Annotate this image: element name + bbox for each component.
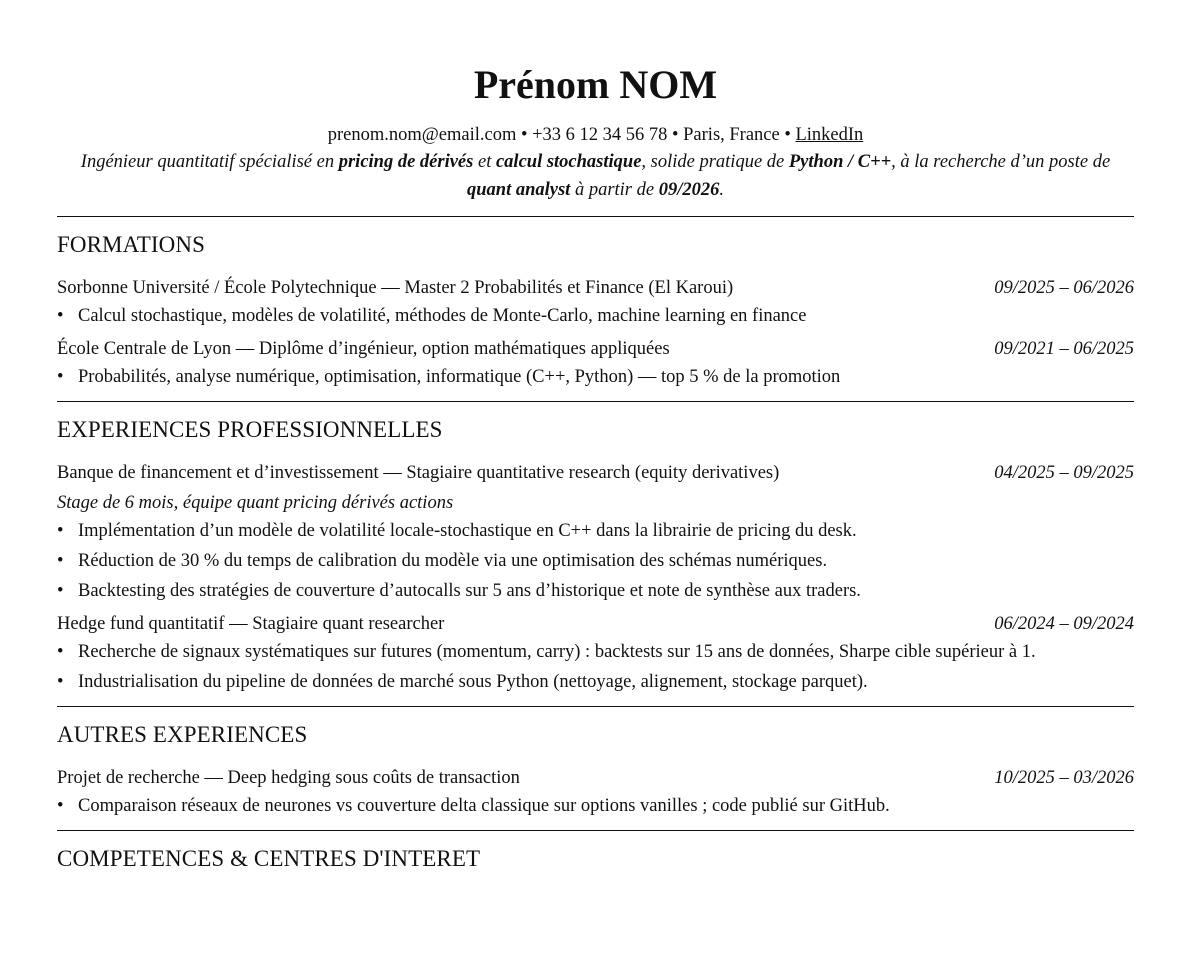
section-title: AUTRES EXPERIENCES [57, 722, 308, 747]
resume-sections [57, 216, 1134, 873]
entry-title: Projet de recherche — Deep hedging sous coûts de transaction [57, 768, 520, 788]
bullet-text: Comparaison réseaux de neurones vs couverture delta classique sur options vanilles ; code publié sur GitHub. [78, 796, 890, 816]
summary-text: , à la recherche d’un poste de [891, 152, 1111, 172]
entry-dates: 10/2025 – 03/2026 [994, 768, 1134, 788]
bullet-text: Recherche de signaux systématiques sur futures (momentum, carry) : backtests sur 15 ans de données, Sharpe cible supérieur à 1. [78, 642, 1036, 662]
entry-subtitle: Stage de 6 mois, équipe quant pricing dérivés actions [57, 493, 454, 513]
summary-text: à partir de [570, 180, 659, 200]
summary-text: . [719, 180, 724, 200]
bullet-marker: • [57, 672, 64, 692]
bullet-item [57, 548, 1134, 575]
entry-title: Hedge fund quantitatif — Stagiaire quant researcher [57, 614, 445, 634]
summary-text: Ingénieur quantitatif spécialisé en [80, 152, 339, 172]
entry-dates: 09/2025 – 06/2026 [994, 278, 1134, 298]
bullet-list [57, 639, 1134, 696]
entry-title: Sorbonne Université / École Polytechnique — Master 2 Probabilités et Finance (El Karoui) [57, 278, 734, 298]
bullet-list [57, 364, 1134, 391]
entry-header [57, 338, 1134, 360]
summary-highlight: quant analyst [467, 180, 571, 200]
contact-email: prenom.nom@email.com [327, 125, 517, 145]
bullet-text: Probabilités, analyse numérique, optimisation, informatique (C++, Python) — top 5 % de la promotion [78, 367, 841, 387]
contact-location: Paris, France [683, 125, 780, 145]
bullet-marker: • [57, 642, 64, 662]
section-title: EXPERIENCES PROFESSIONNELLES [57, 417, 443, 442]
contact-line [57, 124, 1134, 146]
entry-title: École Centrale de Lyon — Diplôme d’ingénieur, option mathématiques appliquées [57, 339, 670, 359]
candidate-name: Prénom NOM [473, 62, 718, 107]
section-divider [57, 216, 1134, 217]
bullet-marker: • [57, 367, 64, 387]
linkedin-link[interactable]: LinkedIn [795, 125, 864, 145]
entry-dates: 04/2025 – 09/2025 [994, 463, 1134, 483]
entry-header [57, 613, 1134, 635]
bullet-item [57, 364, 1134, 391]
entry-dates: 09/2021 – 06/2025 [994, 339, 1134, 359]
summary-highlight: pricing de dérivés [338, 152, 474, 172]
contact-separator: • [779, 125, 796, 145]
summary-text: et [473, 152, 496, 172]
bullet-marker: • [57, 521, 64, 541]
bullet-marker: • [57, 306, 64, 326]
bullet-list [57, 793, 1134, 820]
bullet-item [57, 669, 1134, 696]
profile-summary [57, 148, 1134, 204]
bullet-item [57, 303, 1134, 330]
bullet-marker: • [57, 551, 64, 571]
summary-highlight: Python / C++ [788, 152, 892, 172]
bullet-list [57, 303, 1134, 330]
bullet-text: Industrialisation du pipeline de données de marché sous Python (nettoyage, alignement, stockage parquet). [78, 672, 868, 692]
summary-highlight: 09/2026 [658, 180, 720, 200]
bullet-text: Réduction de 30 % du temps de calibration du modèle via une optimisation des schémas numériques. [78, 551, 828, 571]
entry-header [57, 767, 1134, 789]
section-title: FORMATIONS [57, 232, 205, 257]
entry-dates: 06/2024 – 09/2024 [994, 614, 1134, 634]
summary-text: , solide pratique de [641, 152, 789, 172]
contact-phone: +33 6 12 34 56 78 [532, 125, 668, 145]
resume-page [57, 0, 1134, 873]
contact-separator: • [667, 125, 684, 145]
contact-separator: • [516, 125, 533, 145]
bullet-text: Backtesting des stratégies de couverture d’autocalls sur 5 ans d’historique et note de synthèse aux traders. [78, 581, 861, 601]
section-divider [57, 830, 1134, 831]
section-divider [57, 706, 1134, 707]
section-title: COMPETENCES & CENTRES D'INTERET [57, 846, 481, 871]
section-divider [57, 401, 1134, 402]
entry-title: Banque de financement et d’investissement — Stagiaire quantitative research (equity derivatives) [57, 463, 780, 483]
bullet-marker: • [57, 796, 64, 816]
bullet-item [57, 793, 1134, 820]
entry-header [57, 462, 1134, 484]
bullet-marker: • [57, 581, 64, 601]
bullet-text: Implémentation d’un modèle de volatilité locale-stochastique en C++ dans la librairie de pricing du desk. [78, 521, 857, 541]
bullet-text: Calcul stochastique, modèles de volatilité, méthodes de Monte-Carlo, machine learning en finance [78, 306, 807, 326]
bullet-list [57, 518, 1134, 605]
entry-header [57, 277, 1134, 299]
bullet-item [57, 578, 1134, 605]
bullet-item [57, 639, 1134, 666]
summary-highlight: calcul stochastique [495, 152, 642, 172]
bullet-item [57, 518, 1134, 545]
